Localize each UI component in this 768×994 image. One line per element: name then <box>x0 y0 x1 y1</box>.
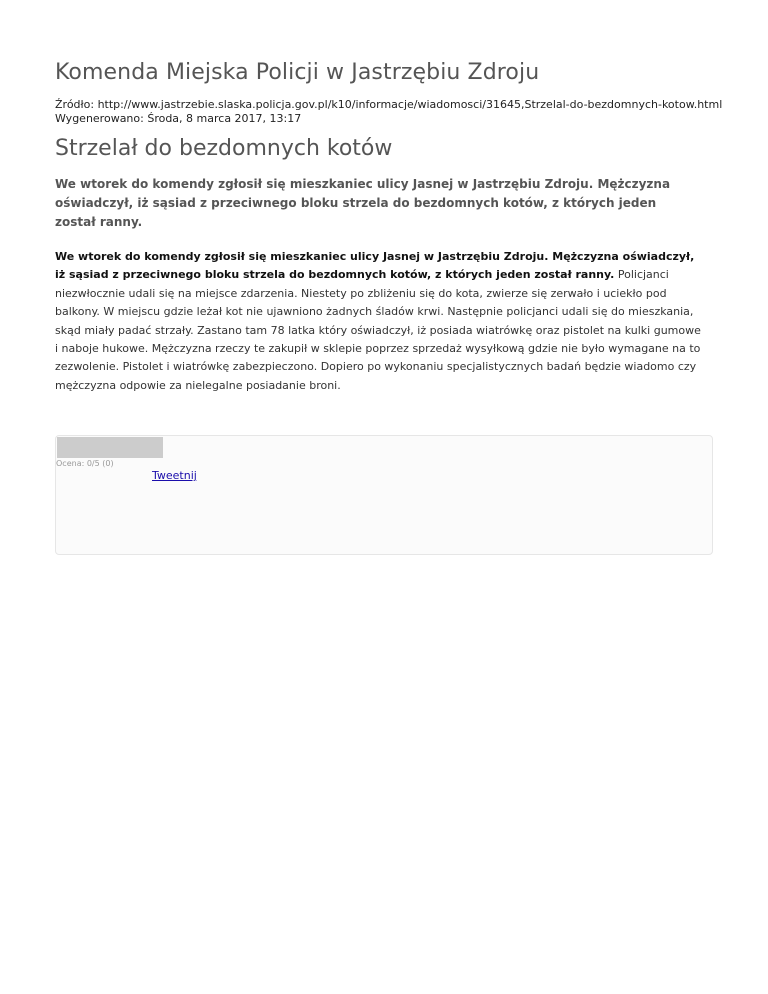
rating-panel <box>55 435 713 555</box>
article-body <box>55 248 705 395</box>
article-body-intro: We wtorek do komendy zgłosił się mieszkaniec ulicy Jasnej w Jastrzębiu Zdroju. Mężczyzna oświadczył, iż sąsiad z przeciwnego bloku strzela do bezdomnych kotów, z których jeden został ranny. <box>55 250 695 282</box>
article-title: Strzelał do bezdomnych kotów <box>55 136 393 161</box>
site-title: Komenda Miejska Policji w Jastrzębiu Zdroju <box>55 60 540 85</box>
rating-label: Ocena: 0/5 (0) <box>56 459 114 468</box>
rating-stars[interactable] <box>57 437 163 458</box>
generated-date: Wygenerowano: Środa, 8 marca 2017, 13:17 <box>55 112 302 125</box>
source-url: Źródło: http://www.jastrzebie.slaska.policja.gov.pl/k10/informacje/wiadomosci/31645,Strzelal-do-bezdomnych-kotow.html <box>55 98 723 111</box>
tweet-link[interactable]: Tweetnij <box>152 469 197 482</box>
article-lead: We wtorek do komendy zgłosił się mieszkaniec ulicy Jasnej w Jastrzębiu Zdroju. Mężczyzna oświadczył, iż sąsiad z przeciwnego bloku strzela do bezdomnych kotów, z których jeden został ranny. <box>55 177 671 229</box>
article-body-text: Policjanci niezwłocznie udali się na miejsce zdarzenia. Niestety po zbliżeniu się do kota, zwierze się zerwało i uciekło pod balkony. W miejscu gdzie leżał kot nie ujawniono żadnych śladów krwi. Następnie policjanci udali się do mieszkania, skąd miały padać strzały. Zastano tam 78 latka który oświadczył, iż posiada wiatrówkę oraz pistolet na kulki gumowe i naboje hukowe. Mężczyzna rzeczy te zakupił w sklepie poprzez sprzedaż wysyłkową gdzie nie było wymagane na to zezwolenie. Pistolet i wiatrówkę zabezpieczono. Dopiero po wykonaniu specjalistycznych badań będzie wiadomo czy mężczyzna odpowie za nielegalne posiadanie broni. <box>55 268 701 392</box>
document-meta <box>55 98 722 126</box>
